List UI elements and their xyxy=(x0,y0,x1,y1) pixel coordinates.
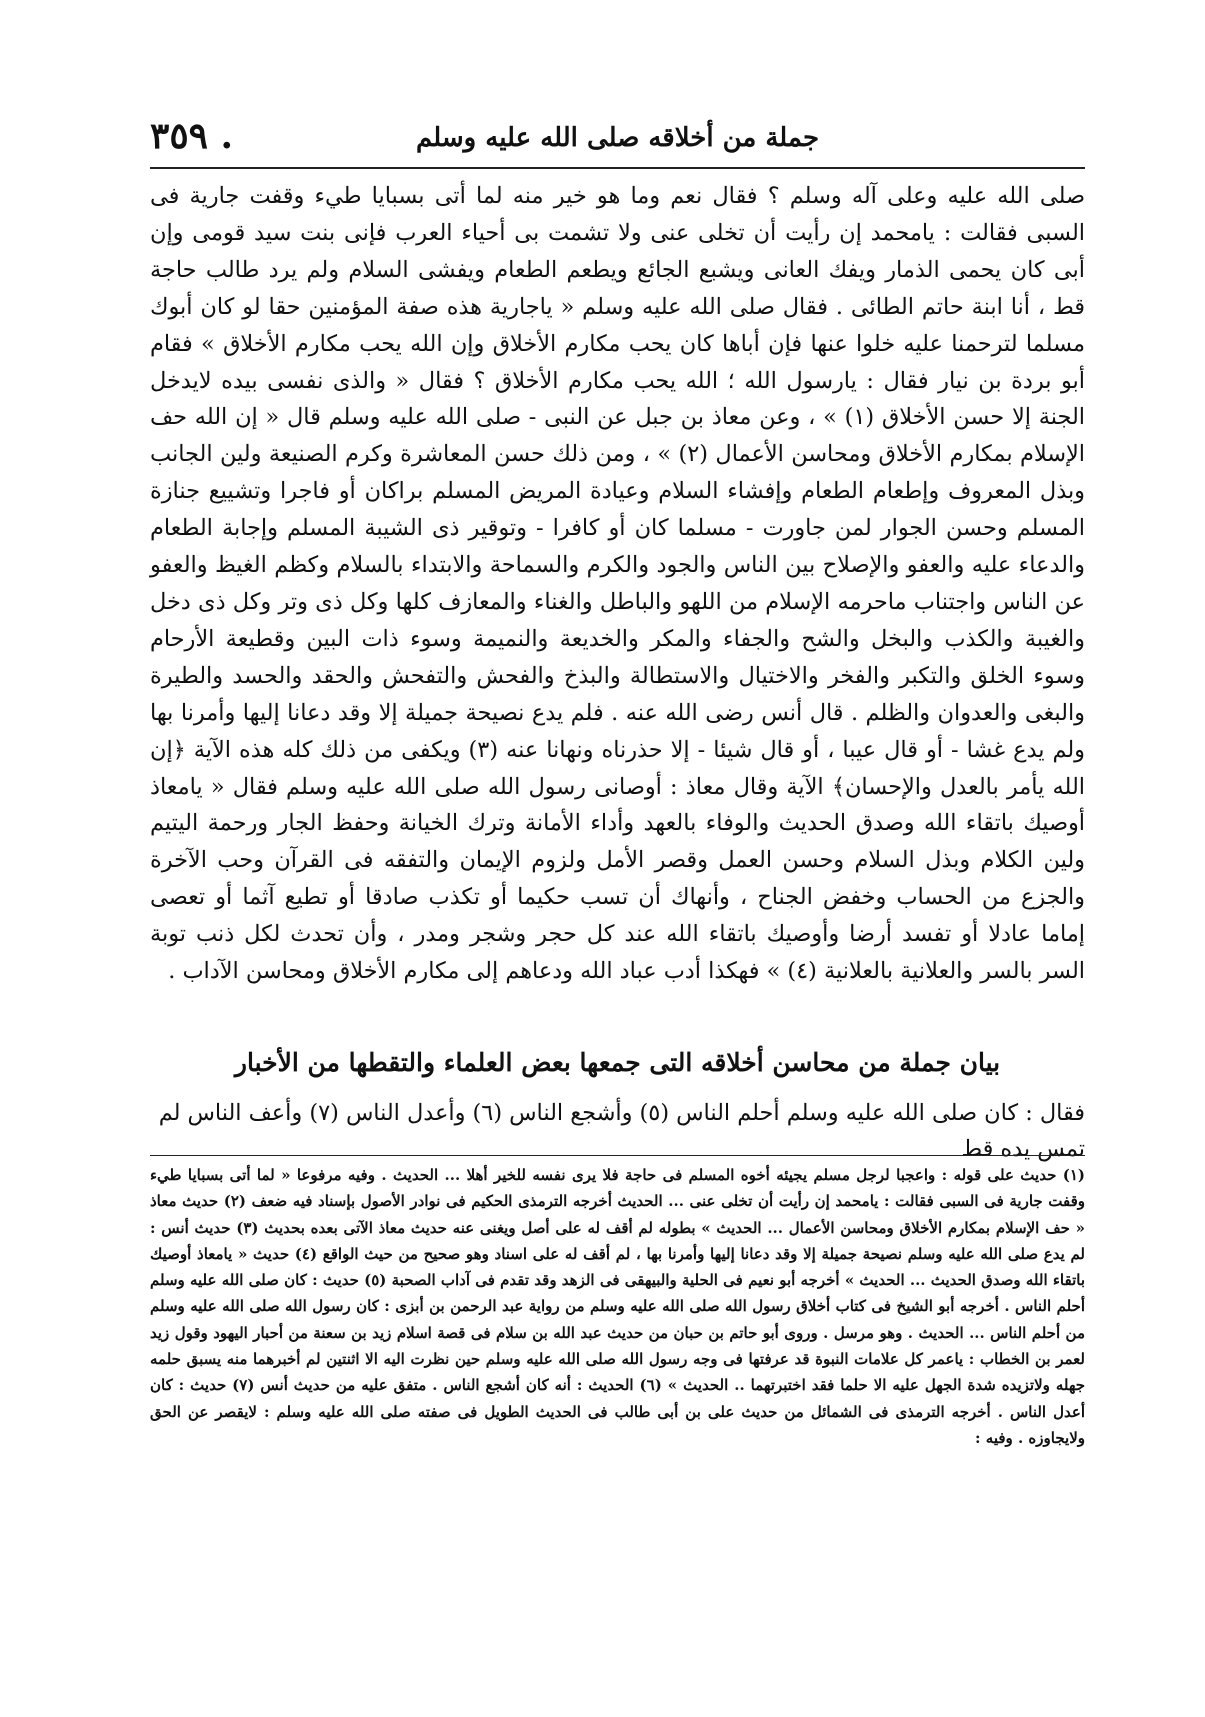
section-heading: بيان جملة من محاسن أخلاقه التى جمعها بعض العلماء والتقطها من الأخبار xyxy=(234,1048,1001,1077)
page-number: ٣٥٩ . xyxy=(150,115,234,157)
section-opening-line: فقال : كان صلى الله عليه وسلم أحلم الناس (٥) وأشجع الناس (٦) وأعدل الناس (٧) وأعف الناس لم تمس يده قط xyxy=(158,1100,1085,1162)
main-body-text: صلى الله عليه وعلى آله وسلم ؟ فقال نعم وما هو خير منه لما أتى بسبايا طيء وقفت جارية فى السبى فقالت : يامحمد إن رأيت أن تخلى عنى ولا تشمت بى أحياء العرب فإنى بنت سيد قومى وإن أبى كان يحمى الذمار ويفك العانى ويشبع الجائع ويطعم الطعام ويفشى السلام ولم يرد طالب حاجة قط ، أنا ابنة حاتم الطائى . فقال صلى الله عليه وسلم « ياجارية هذه صفة المؤمنين حقا لو كان أبوك مسلما لترحمنا عليه خلوا عنها فإن أباها كان يحب مكارم الأخلاق وإن الله يحب مكارم الأخلاق » فقام أبو بردة بن نيار فقال : يارسول الله ؛ الله يحب مكارم الأخلاق ؟ فقال « والذى نفسى بيده لايدخل الجنة إلا حسن الأخلاق (١) » ، وعن معاذ بن جبل عن النبى - صلى الله عليه وسلم قال « إن الله حف الإسلام بمكارم الأخلاق ومحاسن الأعمال (٢) » ، ومن ذلك حسن المعاشرة وكرم الصنيعة ولين الجانب وبذل المعروف وإطعام الطعام وإفشاء السلام وعيادة المريض المسلم براكان أو فاجرا وتشييع جنازة المسلم وحسن الجوار لمن جاورت - مسلما كان أو كافرا - وتوقير ذى الشيبة المسلم وإجابة الطعام والدعاء عليه والعفو والإصلاح بين الناس والجود والكرم والسماحة والابتداء بالسلام وكظم الغيظ والعفو عن الناس واجتناب ماحرمه الإسلام من اللهو والباطل والغناء والمعازف كلها وكل ذى وتر وكل ذى دخل والغيبة والكذب والبخل والشح والجفاء والمكر والخديعة والنميمة وسوء ذات البين وقطيعة الأرحام وسوء الخلق والتكبر والفخر والاختيال والاستطالة والبذخ والفحش والتفحش والحقد والحسد والطيرة والبغى والعدوان والظلم . قال أنس رضى الله عنه . فلم يدع نصيحة جميلة إلا وقد دعانا إليها وأمرنا بها ولم يدع غشا - أو قال عيبا ، أو قال شيئا - إلا حذرناه ونهانا عنه (٣) ويكفى من ذلك كله هذه الآية ﴿إن الله يأمر بالعدل والإحسان﴾ الآية وقال معاذ : أوصانى رسول الله صلى الله عليه وسلم فقال « يامعاذ أوصيك باتقاء الله وصدق الحديث والوفاء بالعهد وأداء الأمانة وترك الخيانة وحفظ الجار ورحمة اليتيم ولين الكلام وبذل السلام وحسن العمل وقصر الأمل ولزوم الإيمان والتفقه فى القرآن وحب الآخرة والجزع من الحساب وخفض الجناح ، وأنهاك أن تسب حكيما أو تكذب صادقا أو تطيع آثما أو تعصى إماما عادلا أو تفسد أرضا وأوصيك باتقاء الله عند كل حجر وشجر ومدر ، وأن تحدث لكل ذنب توبة السر بالسر والعلانية بالعلانية (٤) » فهكذا أدب عباد الله ودعاهم إلى مكارم الأخلاق ومحاسن الآداب . xyxy=(150,183,1085,985)
running-title: جملة من أخلاقه صلى الله عليه وسلم xyxy=(415,123,820,153)
footnotes: (١) حديث على قوله : واعجبا لرجل مسلم يجيئه أخوه المسلم فى حاجة فلا يرى نفسه للخير أهلا ... الحديث . وفيه مرفوعا « لما أتى بسبايا طيء وقفت جارية فى السبى فقالت : يامحمد إن رأيت أن تخلى عنى ... الحديث أخرجه الترمذى الحكيم فى نوادر الأصول بإسناد فيه ضعف (٢) حديث معاذ « حف الإسلام بمكارم الأخلاق ومحاسن الأعمال ... الحديث » بطوله لم أقف له على أصل ويغنى عنه حديث معاذ الآتى بعده بحديث (٣) حديث أنس : لم يدع صلى الله عليه وسلم نصيحة جميلة إلا وقد دعانا إليها وأمرنا بها ، لم أقف له على اسناد وهو صحيح من حيث الواقع (٤) حديث « يامعاذ أوصيك باتقاء الله وصدق الحديث ... الحديث » أخرجه أبو نعيم فى الحلية والبيهقى فى الزهد وقد تقدم فى آداب الصحبة (٥) حديث : كان صلى الله عليه وسلم أحلم الناس . أخرجه أبو الشيخ فى كتاب أخلاق رسول الله صلى الله عليه وسلم من رواية عبد الرحمن بن أبزى : كان رسول الله صلى الله عليه وسلم من أحلم الناس ... الحديث . وهو مرسل . وروى أبو حاتم بن حبان من حديث عبد الله بن سلام فى قصة اسلام زيد بن سعنة من أحبار اليهود وقول زيد لعمر بن الخطاب : ياعمر كل علامات النبوة قد عرفتها فى وجه رسول الله صلى الله عليه وسلم حين نظرت اليه الا اثنتين لم أخبرهما منه يسبق حلمه جهله ولاتزيده شدة الجهل عليه الا حلما فقد اختبرتهما .. الحديث » (٦) الحديث : أنه كان أشجع الناس . متفق عليه من حديث أنس (٧) حديث : كان أعدل الناس . أخرجه الترمذى فى الشمائل من حديث على بن أبى طالب فى الحديث الطويل فى صفته صلى الله عليه وسلم : لايقصر عن الحق ولايجاوزه . وفيه : xyxy=(150,1166,1086,1447)
page-header xyxy=(150,115,1085,168)
header-rule xyxy=(150,167,1085,169)
footnote-rule xyxy=(150,1155,1085,1156)
